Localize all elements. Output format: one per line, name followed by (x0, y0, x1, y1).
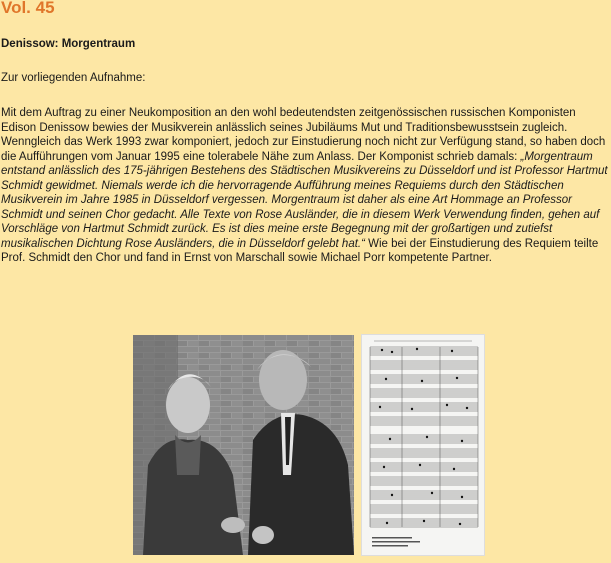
composer-quote: „Morgentraum entstand anlässlich des 175-jährigen Bestehens des Städtischen Musikvereins zu Düsseldorf und ist Professor Hartmut Schmidt gewidmet. Niemals werde ich die hervorragende Aufführung meines Requiems durch den Städtischen Musikverein im Jahre 1985 in Düsseldorf vergessen. Morgentraum ist daher als eine Art Hommage an Professor Schmidt und seinen Chor gedacht. Alle Texte von Rose Ausländer, die in diesem Werk Verwendung finden, gehen auf Vorschläge von Hartmut Schmidt zurück. Es ist dies meine erste Begegnung mit der großartigen und zutiefst musikalischen Dichtung Rose Ausländers, die in Düsseldorf gelebt hat.“ (1, 150, 608, 250)
sheet-music-score-icon (362, 335, 484, 555)
article-paragraph (1, 106, 611, 266)
paragraph-part2: Wie bei der Einstudierung des Requiem teilte Prof. Schmidt den Chor und fand in Ernst von Marschall sowie Michael Porr kompetente Partner. (1, 237, 599, 264)
page-title: Denissow: Morgentraum (1, 38, 136, 50)
score-image (362, 335, 484, 555)
photo-image (133, 335, 354, 555)
paragraph-part1: Mit dem Auftrag zu einer Neukomposition an den wohl bedeutendsten zeitgenössischen russischen Komponisten Edison Denissow bewies der Musikverein anlässlich seines Jubiläums Mut und Traditionsbewusstsein zugleich. Wenngleich das Werk 1993 zwar komponiert, jedoch zur Einstudierung noch nicht zur Verfügung stand, so haben doch die Aufführungen vom Januar 1995 eine tolerabele Nähe zum Anlass. Der Komponist schrieb damals: (1, 107, 606, 163)
photo-two-men-icon (133, 335, 354, 555)
intro-text: Zur vorliegenden Aufnahme: (1, 72, 146, 84)
volume-heading: Vol. 45 (1, 0, 55, 17)
